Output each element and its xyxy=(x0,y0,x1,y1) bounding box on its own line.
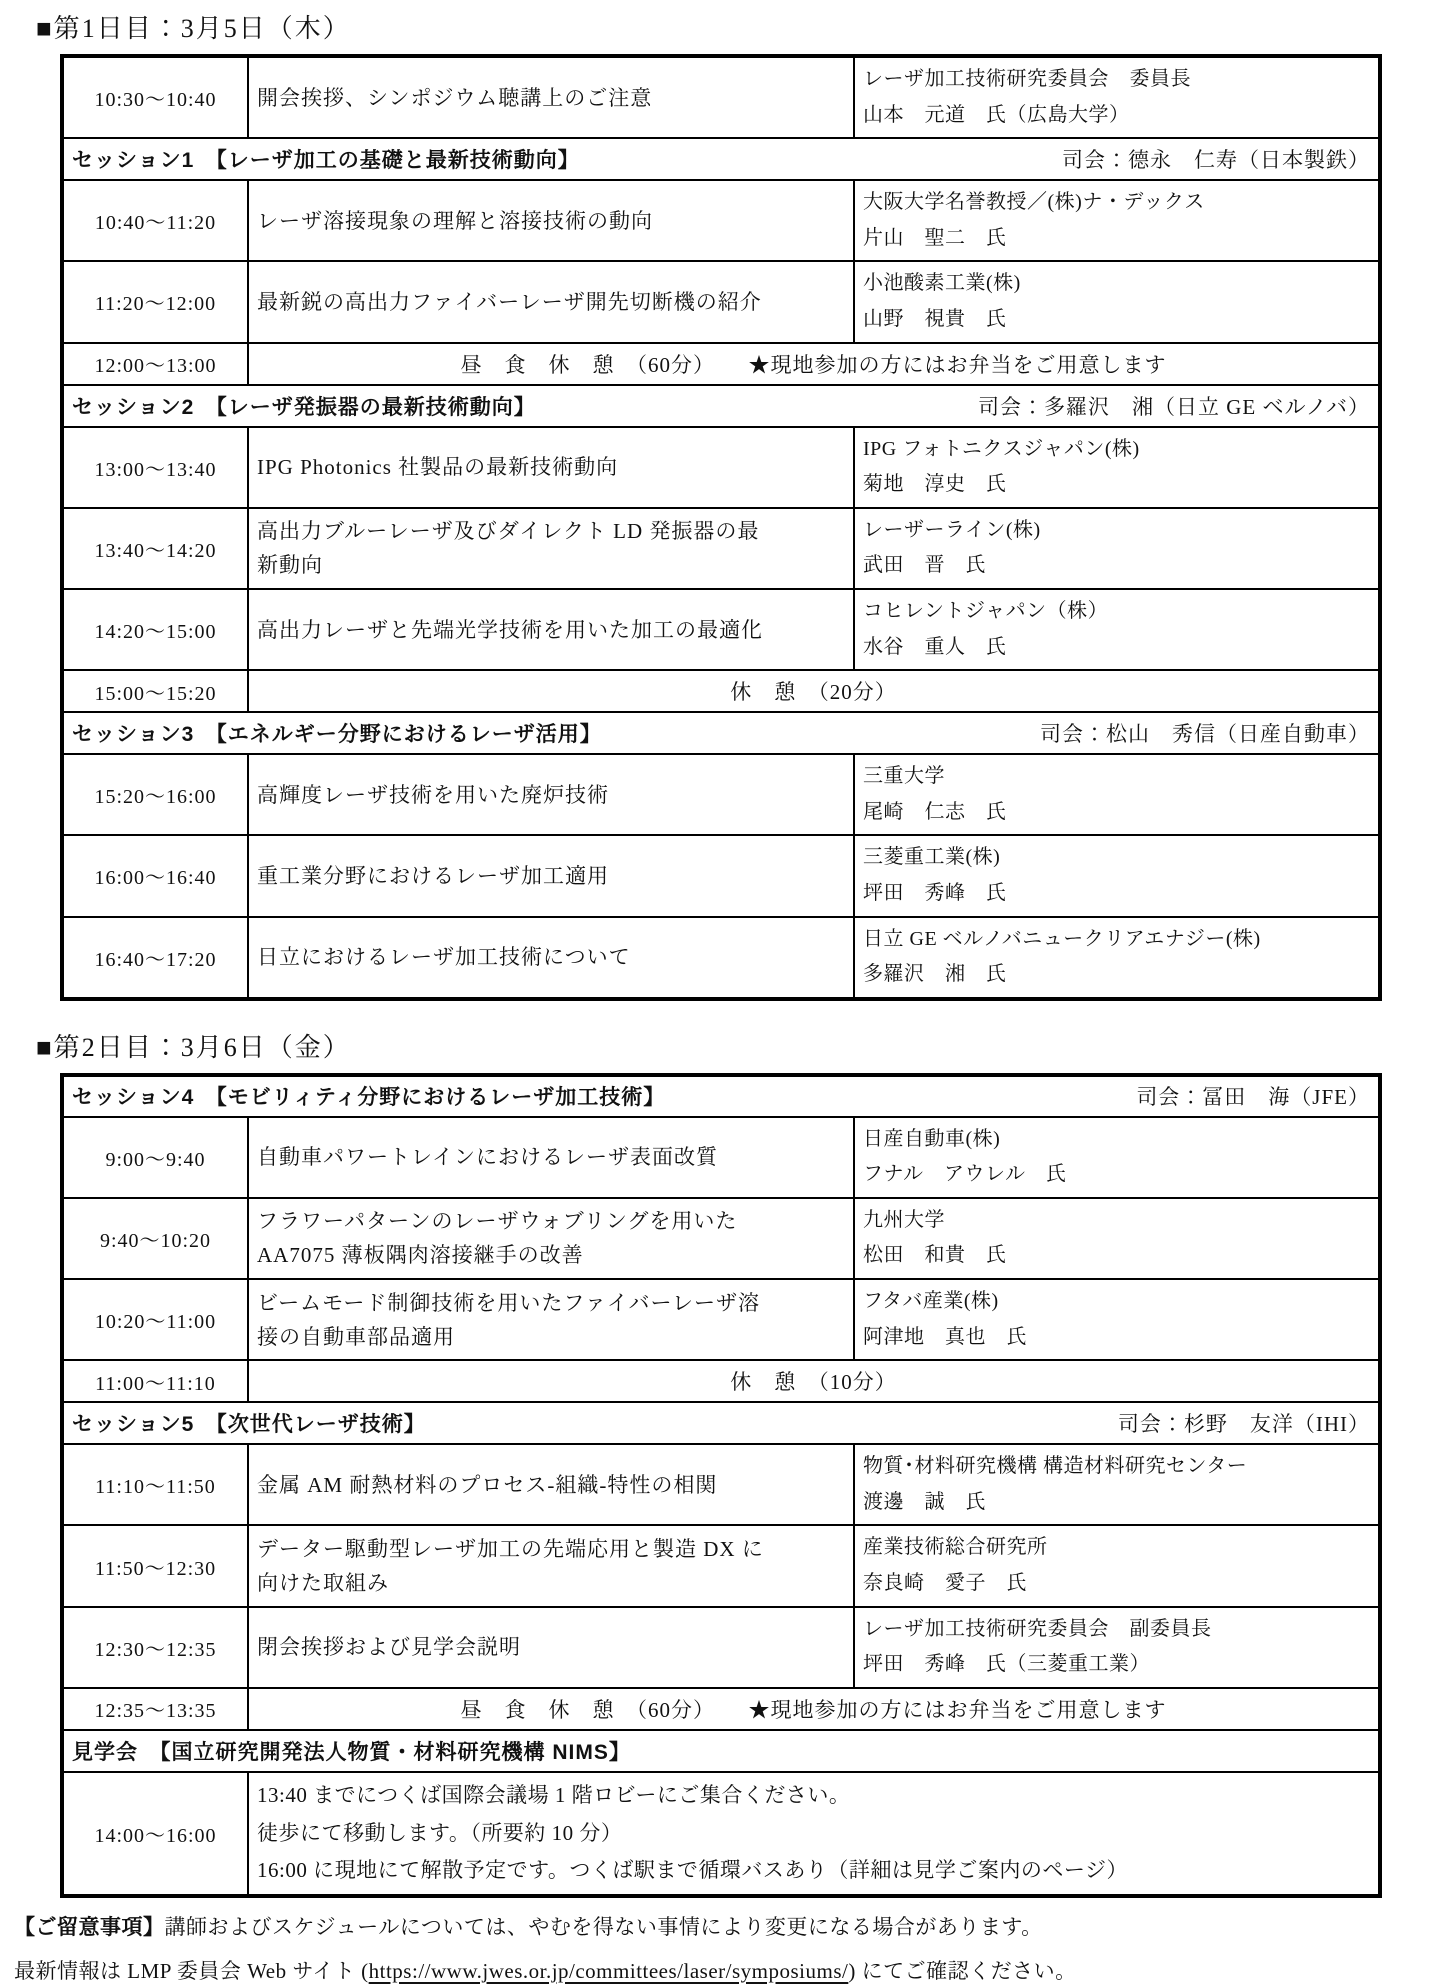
break-cell: 昼 食 休 憩 （60分） ★現地参加の方にはお弁当をご用意します xyxy=(248,343,1380,385)
tour-note-line: 13:40 までにつくば国際会議場 1 階ロビーにご集合ください。 xyxy=(257,1782,851,1807)
session-title: セッション5 【次世代レーザ技術】 xyxy=(72,1413,426,1437)
time-cell: 15:00～15:20 xyxy=(62,670,248,712)
speaker-line: 三菱重工業(株) xyxy=(863,846,1001,869)
time-cell: 12:30～12:35 xyxy=(62,1607,248,1688)
speaker-cell xyxy=(854,1198,1380,1279)
speaker-line: 産業技術総合研究所 xyxy=(863,1536,1048,1559)
break-cell: 休 憩 （10分） xyxy=(248,1360,1380,1402)
session-chair: 司会：冨田 海（JFE） xyxy=(1136,1085,1370,1110)
session-header xyxy=(72,144,1370,174)
time-cell: 14:00～16:00 xyxy=(62,1772,248,1896)
speaker-line: 武田 晋 氏 xyxy=(863,554,986,577)
speaker-line: 菊地 淳史 氏 xyxy=(863,473,1007,496)
speaker-cell xyxy=(854,835,1380,916)
footer xyxy=(14,1912,1438,1987)
tour-note-cell xyxy=(248,1772,1380,1896)
session-row xyxy=(62,385,1380,427)
speaker-line: フタバ産業(株) xyxy=(863,1290,999,1313)
speaker-cell xyxy=(854,1279,1380,1360)
speaker-line: 水谷 重人 氏 xyxy=(863,635,1007,658)
speaker-cell xyxy=(854,508,1380,589)
session-row xyxy=(62,1075,1380,1117)
break-row xyxy=(62,1688,1380,1730)
talk-title-cell xyxy=(248,589,854,670)
speaker-line: 多羅沢 湘 氏 xyxy=(863,963,1007,986)
talk-title: レーザ溶接現象の理解と溶接技術の動向 xyxy=(257,208,653,233)
talk-title: ビームモード制御技術を用いたファイバーレーザ溶 xyxy=(257,1290,761,1315)
session-chair: 司会：杉野 友洋（IHI） xyxy=(1117,1412,1370,1437)
talk-title: 重工業分野におけるレーザ加工適用 xyxy=(257,863,609,888)
time-cell: 16:40～17:20 xyxy=(62,917,248,999)
speaker-line: 奈良崎 愛子 氏 xyxy=(863,1572,1027,1595)
talk-title-cell xyxy=(248,754,854,835)
talk-title: 金属 AM 耐熱材料のプロセス-組織-特性の相関 xyxy=(257,1472,718,1497)
time-cell: 13:40～14:20 xyxy=(62,508,248,589)
speaker-line: 阿津地 真也 氏 xyxy=(863,1325,1027,1348)
session-chair: 司会：德永 仁寿（日本製鉄） xyxy=(1062,148,1370,173)
session-title: 見学会 【国立研究開発法人物質・材料研究機構 NIMS】 xyxy=(72,1740,631,1764)
talk-title-cell xyxy=(248,1607,854,1688)
session-chair: 司会：多羅沢 湘（日立 GE ベルノバ） xyxy=(978,394,1370,419)
session-row xyxy=(62,712,1380,754)
speaker-cell xyxy=(854,1117,1380,1198)
time-cell: 11:00～11:10 xyxy=(62,1360,248,1402)
speaker-cell xyxy=(854,1607,1380,1688)
time-cell: 11:50～12:30 xyxy=(62,1525,248,1606)
time-cell: 9:40～10:20 xyxy=(62,1198,248,1279)
talk-row xyxy=(62,1117,1380,1198)
speaker-cell xyxy=(854,1444,1380,1525)
speaker-cell xyxy=(854,1525,1380,1606)
talk-title: フラワーパターンのレーザウォブリングを用いた xyxy=(257,1209,738,1234)
speaker-cell xyxy=(854,56,1380,138)
speaker-line: 片山 聖二 氏 xyxy=(863,226,1007,249)
talk-title: 高出力ブルーレーザ及びダイレクト LD 発振器の最 xyxy=(257,519,760,544)
tour-note-line: 16:00 に現地にて解散予定です。つくば駅まで循環バスあり（詳細は見学ご案内のページ） xyxy=(257,1858,1128,1883)
talk-title: 接の自動車部品適用 xyxy=(257,1324,455,1349)
tour-note-line: 徒歩にて移動します。（所要約 10 分） xyxy=(257,1820,623,1845)
session-title: セッション2 【レーザ発振器の最新技術動向】 xyxy=(72,395,536,419)
time-cell: 12:35～13:35 xyxy=(62,1688,248,1730)
time-cell: 12:00～13:00 xyxy=(62,343,248,385)
session-header xyxy=(72,391,1370,421)
talk-title-cell xyxy=(248,427,854,508)
session-header-cell xyxy=(62,1402,1380,1444)
time-cell: 10:40～11:20 xyxy=(62,180,248,261)
talk-title-cell xyxy=(248,56,854,138)
session-header-cell xyxy=(62,138,1380,180)
session-header-cell xyxy=(62,1075,1380,1117)
speaker-line: 山野 視貴 氏 xyxy=(863,307,1007,330)
speaker-cell xyxy=(854,917,1380,999)
talk-title: データー駆動型レーザ加工の先端応用と製造 DX に xyxy=(257,1537,764,1562)
talk-title-cell xyxy=(248,261,854,342)
talk-row xyxy=(62,1607,1380,1688)
day2-schedule-table xyxy=(60,1073,1382,1899)
talk-title-cell xyxy=(248,1525,854,1606)
speaker-line: 坪田 秀峰 氏（三菱重工業） xyxy=(863,1653,1150,1676)
talk-row xyxy=(62,1198,1380,1279)
footer-url-link[interactable]: https://www.jwes.or.jp/committees/laser/symposiums/ xyxy=(368,1958,849,1983)
talk-title: 高輝度レーザ技術を用いた廃炉技術 xyxy=(257,782,609,807)
talk-row xyxy=(62,917,1380,999)
break-cell: 休 憩 （20分） xyxy=(248,670,1380,712)
speaker-line: 尾崎 仁志 氏 xyxy=(863,800,1007,823)
talk-row xyxy=(62,1279,1380,1360)
speaker-line: フナル アウレル 氏 xyxy=(863,1163,1067,1186)
speaker-line: 日立 GE ベルノバニュークリアエナジー(株) xyxy=(863,927,1261,950)
speaker-cell xyxy=(854,754,1380,835)
talk-title-cell xyxy=(248,180,854,261)
day1-schedule-table xyxy=(60,54,1382,1001)
speaker-line: 物質･材料研究機構 構造材料研究センター xyxy=(863,1455,1248,1478)
session-header xyxy=(72,718,1370,748)
talk-title-cell xyxy=(248,1279,854,1360)
speaker-cell xyxy=(854,180,1380,261)
talk-title: 自動車パワートレインにおけるレーザ表面改質 xyxy=(257,1145,718,1170)
speaker-line: 大阪大学名誉教授／(株)ナ・デックス xyxy=(863,191,1205,214)
session-chair: 司会：松山 秀信（日産自動車） xyxy=(1040,722,1370,747)
footer-info xyxy=(14,1956,1438,1987)
talk-title: 向けた取組み xyxy=(257,1571,389,1596)
talk-row xyxy=(62,427,1380,508)
session-header-cell xyxy=(62,385,1380,427)
talk-title-cell xyxy=(248,1117,854,1198)
time-cell: 10:20～11:00 xyxy=(62,1279,248,1360)
talk-title: 新動向 xyxy=(257,553,323,578)
talk-row xyxy=(62,754,1380,835)
talk-title: IPG Photonics 社製品の最新技術動向 xyxy=(257,455,619,480)
talk-title: 最新鋭の高出力ファイバーレーザ開先切断機の紹介 xyxy=(257,289,762,314)
talk-title-cell xyxy=(248,1198,854,1279)
talk-row xyxy=(62,508,1380,589)
time-cell: 11:10～11:50 xyxy=(62,1444,248,1525)
day2-heading: ■第2日目：3月6日（金） xyxy=(36,1032,351,1062)
speaker-line: 渡邊 誠 氏 xyxy=(863,1490,986,1513)
speaker-line: 山本 元道 氏（広島大学） xyxy=(863,103,1130,126)
talk-title-cell xyxy=(248,835,854,916)
session-header xyxy=(72,1408,1370,1438)
talk-title: 開会挨拶、シンポジウム聴講上のご注意 xyxy=(257,85,653,110)
session-title: セッション4 【モビリィティ分野におけるレーザ加工技術】 xyxy=(72,1086,666,1110)
break-row xyxy=(62,1360,1380,1402)
speaker-cell xyxy=(854,261,1380,342)
speaker-line: IPG フォトニクスジャパン(株) xyxy=(863,437,1140,460)
time-cell: 16:00～16:40 xyxy=(62,835,248,916)
session-header-cell xyxy=(62,712,1380,754)
speaker-line: 松田 和貴 氏 xyxy=(863,1244,1007,1267)
time-cell: 11:20～12:00 xyxy=(62,261,248,342)
talk-title-cell xyxy=(248,917,854,999)
note-row xyxy=(62,1772,1380,1896)
break-row xyxy=(62,670,1380,712)
talk-title-cell xyxy=(248,1444,854,1525)
footer-info-prefix: 最新情報は LMP 委員会 Web サイト ( xyxy=(14,1958,369,1983)
footer-note-label: 【ご留意事項】 xyxy=(14,1916,165,1940)
speaker-line: 九州大学 xyxy=(863,1208,945,1231)
speaker-cell xyxy=(854,589,1380,670)
time-cell: 10:30～10:40 xyxy=(62,56,248,138)
speaker-line: 日産自動車(株) xyxy=(863,1127,1001,1150)
time-cell: 15:20～16:00 xyxy=(62,754,248,835)
footer-note xyxy=(14,1912,1438,1944)
speaker-line: コヒレントジャパン（株） xyxy=(863,599,1109,622)
talk-row xyxy=(62,180,1380,261)
session-title: セッション3 【エネルギー分野におけるレーザ活用】 xyxy=(72,723,602,747)
session-row xyxy=(62,138,1380,180)
talk-row xyxy=(62,589,1380,670)
talk-row xyxy=(62,835,1380,916)
speaker-line: レーザ加工技術研究委員会 委員長 xyxy=(863,68,1191,90)
talk-title-cell xyxy=(248,508,854,589)
session-row xyxy=(62,1730,1380,1772)
break-cell: 昼 食 休 憩 （60分） ★現地参加の方にはお弁当をご用意します xyxy=(248,1688,1380,1730)
speaker-line: 坪田 秀峰 氏 xyxy=(863,881,1007,904)
speaker-cell xyxy=(854,427,1380,508)
talk-title: 閉会挨拶および見学会説明 xyxy=(257,1635,521,1660)
talk-title: 高出力レーザと先端光学技術を用いた加工の最適化 xyxy=(257,617,763,642)
session-header-cell xyxy=(62,1730,1380,1772)
speaker-line: レーザーライン(株) xyxy=(863,518,1041,541)
footer-info-suffix: ) にてご確認ください。 xyxy=(848,1958,1077,1983)
session-row xyxy=(62,1402,1380,1444)
break-row xyxy=(62,343,1380,385)
time-cell: 9:00～9:40 xyxy=(62,1117,248,1198)
speaker-line: 三重大学 xyxy=(863,765,945,788)
talk-row xyxy=(62,1525,1380,1606)
talk-row xyxy=(62,56,1380,138)
speaker-line: 小池酸素工業(株) xyxy=(863,272,1021,295)
talk-title: 日立におけるレーザ加工技術について xyxy=(257,945,631,970)
time-cell: 13:00～13:40 xyxy=(62,427,248,508)
footer-note-text: 講師およびスケジュールについては、やむを得ない事情により変更になる場合があります。 xyxy=(164,1915,1043,1940)
session-header xyxy=(72,1736,1370,1766)
speaker-line: レーザ加工技術研究委員会 副委員長 xyxy=(863,1617,1212,1640)
time-cell: 14:20～15:00 xyxy=(62,589,248,670)
session-header xyxy=(72,1081,1370,1111)
talk-title: AA7075 薄板隅肉溶接継手の改善 xyxy=(257,1243,584,1268)
day1-heading: ■第1日目：3月5日（木） xyxy=(36,14,351,43)
session-title: セッション1 【レーザ加工の基礎と最新技術動向】 xyxy=(72,149,580,173)
talk-row xyxy=(62,261,1380,342)
talk-row xyxy=(62,1444,1380,1525)
